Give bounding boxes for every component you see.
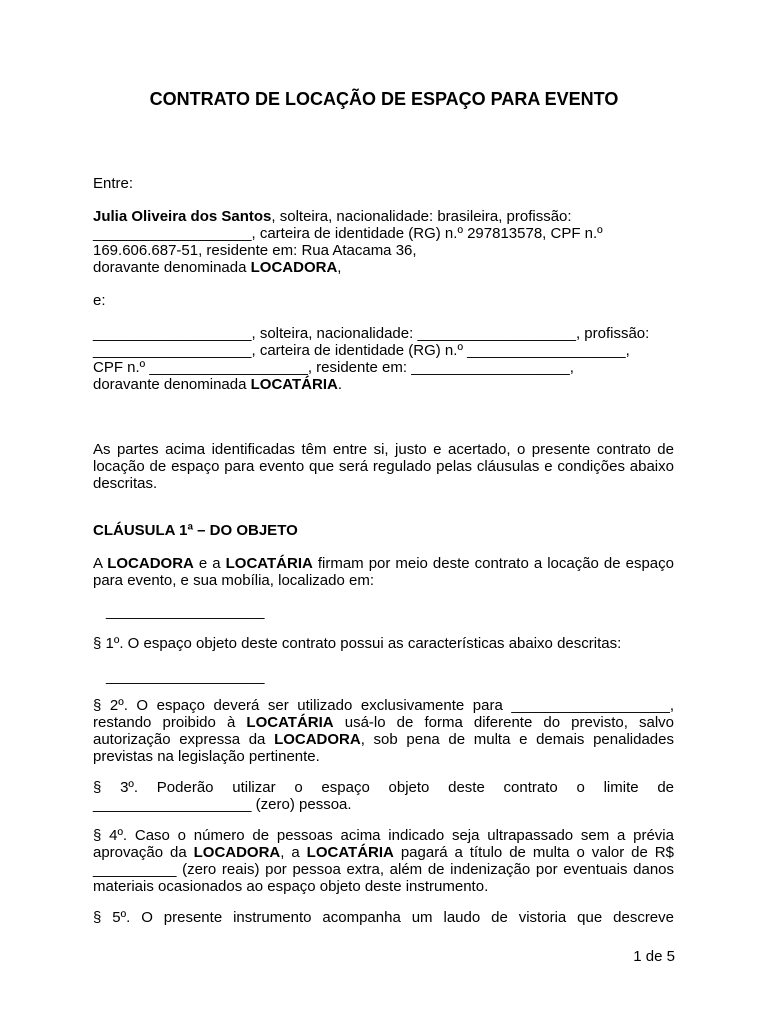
entre-label: Entre:	[93, 175, 134, 192]
clause1-section5: § 5º. O presente instrumento acompanha um laudo de vistoria que descreve	[93, 909, 674, 926]
party2-block	[93, 325, 674, 393]
party1-line2: ___________________, carteira de identidade (RG) n.º 297813578, CPF n.º	[93, 225, 603, 242]
party2-line2: ___________________, carteira de identidade (RG) n.º ___________________,	[93, 342, 630, 359]
party1-role: LOCADORA	[250, 259, 338, 276]
party1-block	[93, 208, 674, 276]
clause1-paragraph: A LOCADORA e a LOCATÁRIA firmam por meio deste contrato a locação de espaço para evento, e sua mobília, localizado em:	[93, 555, 674, 589]
party2-line1: ___________________, solteira, nacionalidade: ___________________, profissão:	[93, 325, 650, 342]
party1-line4: doravante denominada LOCADORA,	[93, 259, 342, 276]
party1-line3: 169.606.687-51, residente em: Rua Atacama 36,	[93, 242, 417, 259]
party2-line3: CPF n.º ___________________, residente em: ___________________,	[93, 359, 574, 376]
intro-paragraph: As partes acima identificadas têm entre si, justo e acertado, o presente contrato de locação de espaço para evento que será regulado pelas cláusulas e condições abaixo descritas.	[93, 441, 674, 492]
party2-line4: doravante denominada LOCATÁRIA.	[93, 376, 343, 393]
party1-name: Julia Oliveira dos Santos	[93, 208, 272, 225]
clause1-heading: CLÁUSULA 1ª – DO OBJETO	[93, 522, 298, 539]
location-blank: ___________________	[106, 603, 265, 620]
clause1-section2: § 2º. O espaço deverá ser utilizado exclusivamente para ___________________, restando proibido à LOCATÁRIA usá-lo de forma diferente do previsto, salvo autorização expressa da LOCADORA, sob pena de multa e demais penalidades previstas na legislação pertinente.	[93, 697, 674, 765]
party1-line1: Julia Oliveira dos Santos, solteira, nacionalidade: brasileira, profissão:	[93, 208, 572, 225]
document-title: CONTRATO DE LOCAÇÃO DE ESPAÇO PARA EVENTO	[149, 89, 619, 109]
party2-role: LOCATÁRIA	[250, 376, 338, 393]
clause1-section4: § 4º. Caso o número de pessoas acima indicado seja ultrapassado sem a prévia aprovação da LOCADORA, a LOCATÁRIA pagará a título de multa o valor de R$ __________ (zero reais) por pessoa extra, além de indenização por eventuais danos materiais ocasionados ao espaço objeto deste instrumento.	[93, 827, 674, 895]
characteristics-blank: ___________________	[106, 668, 265, 685]
clause1-section1: § 1º. O espaço objeto deste contrato possui as características abaixo descritas:	[93, 635, 622, 652]
page-number: 1 de 5	[633, 948, 675, 965]
clause1-section3: § 3º. Poderão utilizar o espaço objeto deste contrato o limite de ___________________ (zero) pessoa.	[93, 779, 674, 813]
e-label: e:	[93, 292, 106, 309]
